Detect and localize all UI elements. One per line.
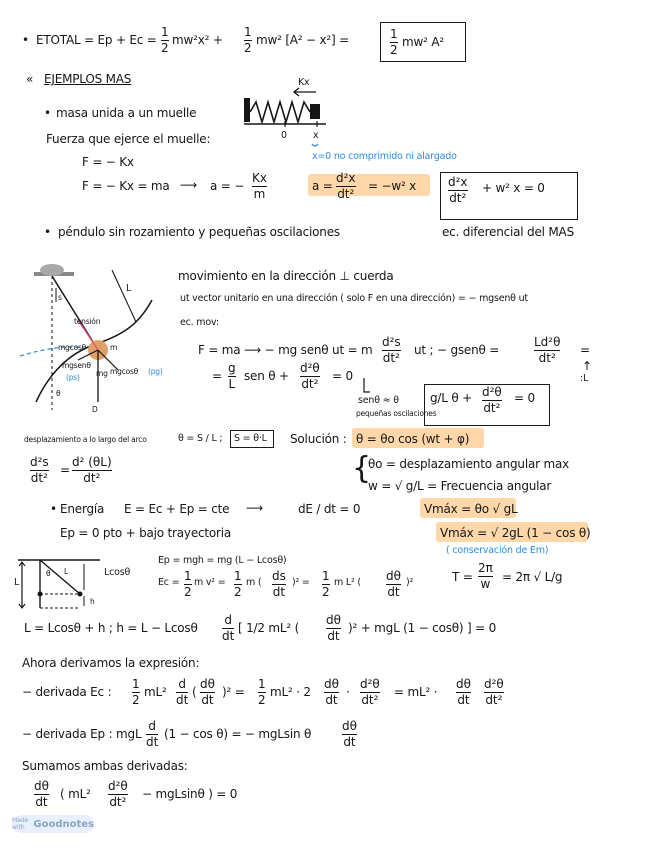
axis-x-label: x (313, 130, 319, 141)
ec-e: m L² ( (334, 577, 361, 588)
spring-force-2: F = − Kx = ma (82, 179, 170, 193)
ec-d: )² = (292, 577, 310, 588)
divide-by-l: :L (580, 373, 589, 384)
arrow-icon: ⟶ (246, 501, 264, 515)
highlight-lhs: a = (312, 179, 333, 193)
fraction: d dt (222, 613, 235, 644)
theta-eq: θ = S / L ; (178, 433, 223, 444)
deriv-eq: = (60, 463, 70, 477)
box2-a: g/L θ + (430, 391, 472, 405)
pendulum-mg-label: mg (96, 369, 108, 378)
pendulum-pg-label: (pg) (148, 367, 163, 376)
fraction: 1 2 (244, 25, 252, 56)
pendulum-arc-label: s (58, 293, 62, 302)
spring-title: masa unida a un muelle (56, 106, 197, 120)
ec-label: ec. diferencial del MAS (442, 225, 574, 239)
highlight-rhs: = −w² x (368, 179, 417, 193)
pendulum-mgsin-label: mgsenθ (62, 361, 91, 370)
dec-f: · (346, 685, 350, 699)
sum-b: − mgLsinθ ) = 0 (142, 787, 238, 801)
l-equation: L = Lcosθ + h ; h = L − Lcosθ (24, 621, 198, 635)
geometry-theta-label: θ (46, 569, 51, 578)
bullet: • (50, 502, 57, 516)
ep-formula: Ep = mgh = mg (L − Lcosθ) (158, 555, 287, 566)
bullet: • (44, 106, 51, 120)
pendulum-mgcos-label: mgcosθ (58, 343, 87, 352)
derivation-a: [ 1/2 mL² ( (238, 621, 300, 635)
vmax2: Vmáx = √ 2gL (1 − cos θ) (440, 526, 591, 540)
box2-b: = 0 (514, 391, 535, 405)
fraction: d²θ dt² (360, 677, 380, 708)
energia-eq: E = Ec + Ep = cte (124, 502, 230, 516)
movement-title: movimiento en la dirección ⊥ cuerda (178, 269, 394, 283)
energy-term1: mw²x² + (172, 33, 223, 47)
derivative-ec-label: − derivada Ec : (22, 685, 112, 699)
ec-mov-label: ec. mov: (180, 317, 219, 328)
fraction: Ld²θ dt² (534, 335, 561, 366)
derivation-b: )² + mgL (1 − cosθ) ] = 0 (348, 621, 497, 635)
period-rhs: = 2π √ L/g (502, 570, 563, 584)
pendulum-title: péndulo sin rozamiento y pequeñas oscilaciones (58, 225, 340, 239)
fraction: d²s dt² (382, 335, 401, 366)
bullet: • (44, 225, 51, 239)
spring-force-1: F = − Kx (82, 155, 134, 169)
ec-c: m ( (246, 577, 262, 588)
pendulum-ps-label: (ps) (66, 373, 80, 382)
fraction: 2π w (478, 561, 493, 592)
fraction: 1 2 (184, 569, 192, 600)
pendulum-length-label: L (126, 283, 132, 294)
fraction: d²θ dt² (108, 779, 128, 810)
fraction: dθ dt (386, 569, 401, 600)
fraction: d²x dt² (448, 175, 468, 206)
fraction: 1 2 (161, 25, 169, 56)
fraction: 1 2 (322, 569, 330, 600)
bullet: • (22, 33, 29, 47)
ec-f: )² (406, 577, 414, 588)
fraction: dθ dt (324, 677, 339, 708)
examples-marker: « (26, 72, 34, 86)
fraction: 1 2 (390, 27, 398, 58)
examples-heading: EJEMPLOS MAS (44, 72, 132, 86)
energy-result: mw² A² (402, 35, 444, 49)
pendulum-theta-label: θ (56, 389, 61, 398)
dec-c: ( (192, 685, 197, 699)
fraction: 1 2 (258, 677, 266, 708)
fraction: d²θ dt² (482, 385, 502, 416)
motion-line-2a: sen θ + (244, 369, 289, 383)
motion-line-2-eq: = (212, 369, 222, 383)
goodnotes-badge (12, 815, 94, 833)
spring-force-question: Fuerza que ejerce el muelle: (46, 132, 211, 146)
dec-g: = mL² · (394, 685, 438, 699)
pendulum-mgcos-right: mgcosθ (110, 367, 139, 376)
fraction: d dt (146, 719, 159, 750)
x0-note: x=0 no comprimido ni alargado (312, 151, 457, 162)
pendulum-tension-label: tensión (74, 317, 101, 326)
ahora-heading: Ahora derivamos la expresión: (22, 656, 200, 670)
fraction: dθ dt (34, 779, 49, 810)
sum-heading: Sumamos ambas derivadas: (22, 759, 188, 773)
theta0-def: θo = desplazamiento angular max (368, 457, 570, 471)
spring-accel-lhs: a = − (210, 179, 245, 193)
sum-a: ( mL² (60, 787, 91, 801)
motion-line-1b: ut ; − gsenθ = (414, 343, 500, 357)
dec-d: )² = (222, 685, 245, 699)
pendulum-d-label: D (92, 405, 98, 414)
fraction: d²θ dt² (300, 361, 320, 392)
energia-deriv: dE / dt = 0 (298, 502, 361, 516)
fraction: d²s dt² (30, 455, 49, 486)
fraction: 1 2 (132, 677, 140, 708)
ep-zero: Ep = 0 pto + bajo trayectoria (60, 526, 232, 540)
geometry-l-label: L (14, 577, 20, 588)
geometry-l2-label: L (64, 567, 68, 576)
conservation-note: ( conservación de Em) (446, 545, 549, 556)
arc-length: S = θ·L (234, 433, 267, 444)
arrow-icon: ⟶ (180, 178, 198, 192)
badge-app-name: Goodnotes (33, 818, 94, 830)
energia-title: Energía (60, 502, 105, 516)
fraction: Kx m (252, 171, 267, 202)
period-lhs: T = (452, 570, 473, 584)
dec-b: mL² (144, 685, 167, 699)
small-oscillations-note: pequeñas oscilaciones (356, 409, 437, 418)
dep-a: (1 − cos θ) = − mgLsin θ (164, 727, 312, 741)
up-arrow-icon: ↑ (582, 359, 592, 373)
fraction: d²θ dt² (484, 677, 504, 708)
motion-line-2b: = 0 (332, 369, 353, 383)
energy-lhs: ETOTAL = Ep + Ec = (36, 33, 157, 47)
dec-e: mL² · 2 (270, 685, 311, 699)
fraction: dθ dt (342, 719, 357, 750)
fraction: dθ dt (200, 677, 215, 708)
fraction: ds dt (272, 569, 286, 600)
vmax1: Vmáx = θo √ gL (424, 502, 518, 516)
brace: { (352, 451, 371, 486)
ec-a: Ec = (158, 577, 180, 588)
fraction: d dt (176, 677, 189, 708)
omega-def: w = √ g/L = Frecuencia angular (368, 479, 552, 493)
motion-line-1a: F = ma ⟶ − mg senθ ut = m (198, 343, 373, 357)
solution-label: Solución : (290, 432, 347, 446)
motion-line-1-eq: = (580, 343, 590, 357)
pendulum-mass-label: m (110, 343, 118, 352)
badge-made-with: Made with (12, 817, 29, 831)
ec-b: m v² = (194, 577, 226, 588)
fraction: d²x dt² (336, 171, 356, 202)
unit-vector-text: ut vector unitario en una dirección ( solo F en una dirección) = − mgsenθ ut (180, 293, 528, 304)
derivative-ep-label: − derivada Ep : mgL (22, 727, 142, 741)
small-angle-approx: senθ ≈ θ (358, 395, 399, 406)
geometry-h-label: h (90, 597, 95, 606)
axis-origin-label: 0 (281, 130, 287, 141)
geometry-lcos-label: Lcosθ (104, 567, 131, 578)
arc-label: desplazamiento a lo largo del arco (24, 435, 147, 444)
fraction: dθ dt (326, 613, 341, 644)
fraction: dθ dt (456, 677, 471, 708)
fraction: g L (228, 361, 236, 392)
energy-term2: mw² [A² − x²] = (256, 33, 349, 47)
solution: θ = θo cos (wt + φ) (356, 432, 470, 446)
fraction: 1 2 (234, 569, 242, 600)
fraction: d² (θL) dt² (72, 455, 112, 486)
spring-force-label: Kx (298, 77, 310, 88)
box-rhs: + w² x = 0 (482, 181, 545, 195)
